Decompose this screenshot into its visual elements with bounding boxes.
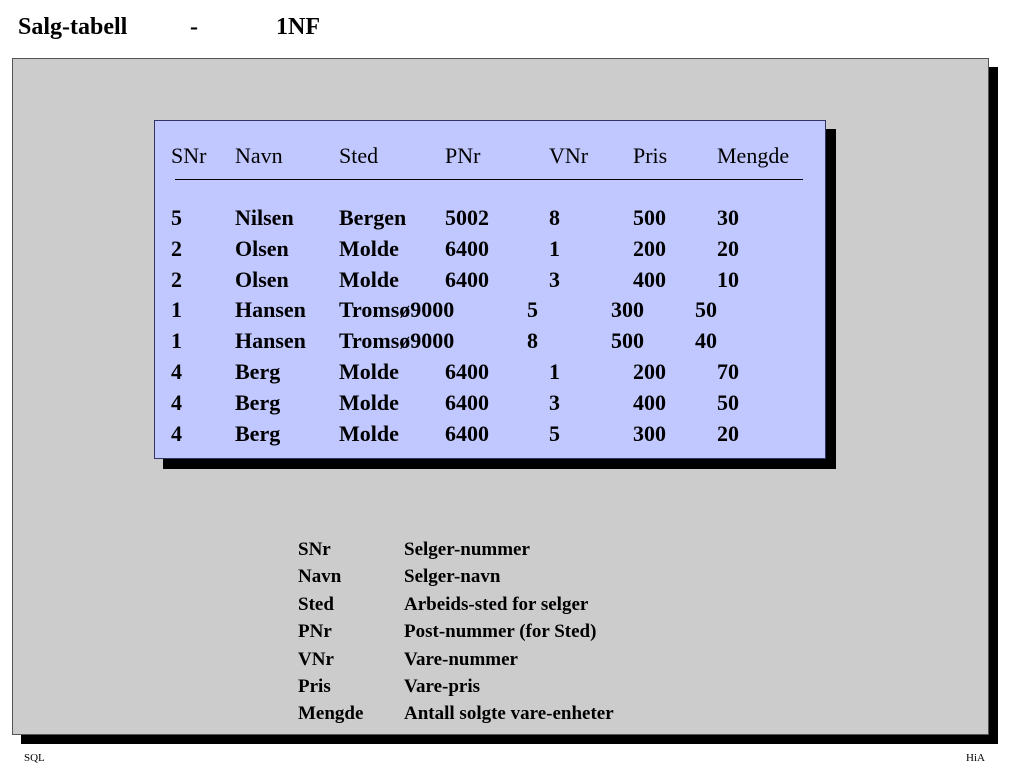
cell-pnr: 6400 <box>445 358 489 384</box>
cell-sted-pnr: Tromsø9000 <box>339 328 455 354</box>
cell-pnr: 6400 <box>445 389 489 415</box>
cell-pnr: 6400 <box>445 420 489 446</box>
legend-key: Sted <box>298 593 334 615</box>
cell-sted-pnr: Tromsø9000 <box>339 297 455 323</box>
title-main: Salg-tabell <box>18 14 128 40</box>
cell-snr: 1 <box>171 297 182 323</box>
cell-snr: 5 <box>171 205 182 230</box>
cell-pris: 400 <box>633 266 666 292</box>
cell-vnr: 1 <box>549 235 560 261</box>
cell-sted: Molde <box>339 358 399 384</box>
sales-table-box <box>154 120 826 459</box>
cell-navn: Nilsen <box>235 205 294 230</box>
legend-key: Mengde <box>298 703 364 725</box>
footer-course: SQL <box>24 752 45 764</box>
table-row <box>171 388 811 419</box>
legend-description: Selger-navn <box>404 566 501 588</box>
cell-mengde: 50 <box>695 297 717 323</box>
legend-description: Antall solgte vare-enheter <box>404 703 614 725</box>
legend-item <box>298 563 718 590</box>
table-row <box>171 295 811 326</box>
title-separator: - <box>190 14 198 40</box>
header-navn: Navn <box>235 143 283 168</box>
cell-pris: 200 <box>633 358 666 384</box>
table-row <box>171 203 811 234</box>
header-mengde: Mengde <box>717 143 790 168</box>
cell-snr: 2 <box>171 266 182 292</box>
header-sted: Sted <box>339 143 379 168</box>
cell-pris: 200 <box>633 235 666 261</box>
cell-snr: 4 <box>171 420 182 446</box>
cell-sted: Molde <box>339 266 399 292</box>
legend-key: Navn <box>298 566 342 588</box>
table-row <box>171 326 811 357</box>
cell-sted: Molde <box>339 389 399 415</box>
header-pnr: PNr <box>445 143 481 168</box>
cell-vnr: 8 <box>527 328 538 354</box>
cell-pris: 500 <box>633 205 666 230</box>
header-snr: SNr <box>171 143 207 168</box>
column-legend <box>298 536 718 728</box>
table-row <box>171 419 811 450</box>
cell-sted: Molde <box>339 420 399 446</box>
cell-navn: Berg <box>235 420 281 446</box>
cell-vnr: 3 <box>549 266 560 292</box>
table-row <box>171 234 811 265</box>
cell-pris: 300 <box>633 420 666 446</box>
cell-sted: Molde <box>339 235 399 261</box>
cell-vnr: 5 <box>549 420 560 446</box>
cell-pris: 400 <box>633 389 666 415</box>
cell-pnr: 6400 <box>445 266 489 292</box>
cell-snr: 2 <box>171 235 182 261</box>
legend-description: Post-nummer (for Sted) <box>404 621 597 643</box>
cell-mengde: 30 <box>717 205 739 230</box>
header-pris: Pris <box>633 143 668 168</box>
legend-description: Vare-pris <box>404 675 480 697</box>
cell-navn: Hansen <box>235 328 306 354</box>
table-body <box>171 203 811 449</box>
cell-pris: 500 <box>611 328 644 354</box>
cell-vnr: 1 <box>549 358 560 384</box>
legend-item <box>298 646 718 673</box>
legend-key: PNr <box>298 621 332 643</box>
cell-mengde: 20 <box>717 235 739 261</box>
cell-navn: Olsen <box>235 266 289 292</box>
legend-item <box>298 700 718 727</box>
legend-item <box>298 591 718 618</box>
cell-snr: 4 <box>171 358 182 384</box>
header-vnr: VNr <box>549 143 589 168</box>
title-subtitle: 1NF <box>276 14 320 40</box>
cell-navn: Olsen <box>235 235 289 261</box>
cell-vnr: 8 <box>549 205 560 230</box>
cell-pnr: 5002 <box>445 205 489 230</box>
table-row <box>171 357 811 388</box>
cell-navn: Berg <box>235 358 281 384</box>
cell-mengde: 70 <box>717 358 739 384</box>
cell-sted: Bergen <box>339 205 407 230</box>
cell-mengde: 50 <box>717 389 739 415</box>
legend-key: VNr <box>298 648 334 670</box>
cell-mengde: 20 <box>717 420 739 446</box>
legend-item <box>298 536 718 563</box>
cell-navn: Berg <box>235 389 281 415</box>
cell-snr: 1 <box>171 328 182 354</box>
cell-mengde: 10 <box>717 266 739 292</box>
cell-pris: 300 <box>611 297 644 323</box>
cell-vnr: 3 <box>549 389 560 415</box>
table-row <box>171 265 811 296</box>
header-divider <box>175 179 803 180</box>
legend-item <box>298 618 718 645</box>
legend-description: Arbeids-sted for selger <box>404 593 589 615</box>
legend-key: Pris <box>298 675 331 697</box>
legend-item <box>298 673 718 700</box>
cell-mengde: 40 <box>695 328 717 354</box>
legend-description: Vare-nummer <box>404 648 518 670</box>
cell-snr: 4 <box>171 389 182 415</box>
legend-description: Selger-nummer <box>404 539 530 560</box>
footer-institution: HiA <box>966 752 985 764</box>
cell-vnr: 5 <box>527 297 538 323</box>
legend-key: SNr <box>298 539 331 560</box>
cell-pnr: 6400 <box>445 235 489 261</box>
cell-navn: Hansen <box>235 297 306 323</box>
